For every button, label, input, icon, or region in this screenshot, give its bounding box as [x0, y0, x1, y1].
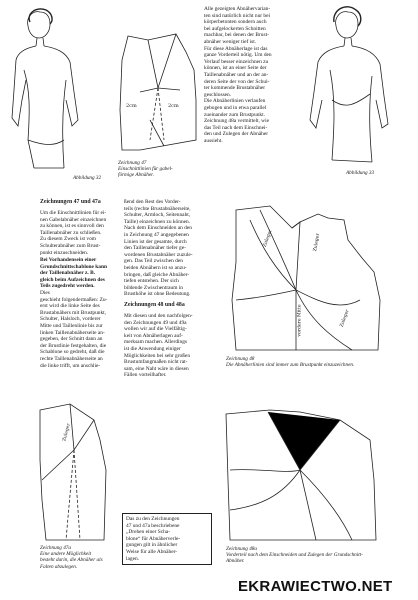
note-box: Das zu den Zeichnungen 47 und 47a beschriebene „Drehen einer Scha- blone“ für Abnäherverle- gungen gilt in ähnlicher Weise für alle Abnäher- lagen.: [122, 513, 212, 565]
watermark: EKRAWIECTWO.NET: [238, 578, 393, 595]
pattern-z48a: [226, 410, 376, 540]
caption-abbildung-33: Abbildung 33: [346, 170, 375, 176]
z48-label-zuleger-1: Zuleger: [262, 229, 274, 248]
column2-text-a: ßend den Rest des Vorder- teils (rechte Brustabnäherseite, Schulter, Armloch, Seitennaht, Taille) einzeichnen zu können. Nach dem Einschneiden an den in Zeichnung 47 angegebenen Linien ist der gesamte, durch den Taillenabnäher tiefer ge- wordenen Brustabnäher zuzule- gen. Das Teil zwischen den beiden Abnähern ist so anzu- bringen, daß gleiche Abnäher- tiefen entstehen. Der sich bildende Zwischentraum in Brusthöhe ist ohne Bedeutung.: [124, 199, 193, 298]
caption-zeichnung-47: Zeichnung 47 Einschnittlinien für gabel- förmige Abnäher.: [118, 160, 173, 179]
pattern-z47: [118, 34, 204, 158]
fashion-sketch-right: [310, 7, 388, 162]
z47-label-2cm-a: 2cm: [126, 103, 137, 109]
column1-text-a: Um die Einschnittlinien für ei- nen Gabelabnäher einzeichnen zu können, ist es sinnvoll den Taillenabnäher zu schließen. Zu diesem Zweck ist vom Schulterabnäher zum Brust- punkt einzuschneiden.: [40, 210, 107, 256]
z47-label-2cm-b: 2cm: [168, 103, 179, 109]
caption-abbildung-32: Abbildung 32: [73, 175, 102, 181]
pattern-z47a: [40, 404, 106, 540]
caption-zeichnung-47a: Zeichnung 47a Eine andere Möglichkeit besteht darin, die Abnäher als Falten abzulegen.: [40, 545, 103, 570]
fashion-sketch-left: [12, 9, 78, 168]
caption-zeichnung-48: Zeichnung 48 Die Abnäherlinien sind immer zum Brustpunkt einzuzeichnen.: [226, 356, 355, 369]
column1-bold-text: Bei Vorhandensein einer Grundschnittschablone kann der Taillenabnäher z. B. gleich beim Aufzeichnen des Teils zugedreht werden.: [40, 257, 107, 290]
z48-label-vordere-mitte: vordere Mitte: [297, 304, 303, 337]
z48-label-zuleger-3: Zuleger: [339, 309, 351, 328]
intro-right-text: Alle gezeigten Abnähervarian- ten sind natürlich nicht nur bei körperbetonten sondern auch bei aufgelockerten Schnitten machbar, bei denen der Brust- abnäher weniger tief ist. Für diese Abnäherlage ist das ganze Vorderteil nötig. Um den Verlauf besser einzeichnen zu können, ist an einer Seite der Taillenabnäher und an der an- deren Seite der von der Schul- ter kommende Brustabnäher geschlossen. Die Abnäherlinien verlaufen gebogen und in etwa parallel zueinander zum Brustpunkt. Zeichnung 48a vermittelt, wie das Teil nach dem Einschnei- den und Zulegen der Abnäher aussieht.: [204, 6, 272, 144]
column1-text-b: Dies geschieht folgendermaßen: Zu- erst wird die linke Seite des Brustabnähers mit Brustpunkt, Schulter, Halsloch, vorderer Mitte und Taillenlinie bis zur linken Taillenabnäherseite an- gegeben, der Schnitt dann an der Brustlinie festgehalten, die Schablone so gedreht, daß die rechte Taillenabnäherseite an die linke trifft, um anschlie-: [40, 290, 108, 369]
z48-label-zuleger-2: Zuleger: [313, 233, 322, 252]
caption-zeichnung-48a: Zeichnung 48a Vorderteil nach dem Einschneiden und Zulegen der Grundschnitt- Abnäher.: [226, 546, 363, 565]
pattern-z48: [232, 206, 380, 350]
column2-text-b: Mit diesen und den nachfolgen- den Zeichnungen 49 und 49a wollen wir auf die Vielfältig- keit von Abnäherlagen auf- merksam machen. Allerdings ist die Anwendung einiger Möglichkeiten bei sehr großen Brustumfangmaßen nicht rat- sam, eine Naht wäre in diesen Fällen vorteilhafter.: [124, 313, 193, 379]
z47a-label-zuleger: Zuleger: [62, 423, 72, 442]
section-heading-47: Zeichnungen 47 und 47a: [40, 199, 101, 205]
section-heading-48: Zeichnungen 48 und 48a: [124, 302, 185, 308]
